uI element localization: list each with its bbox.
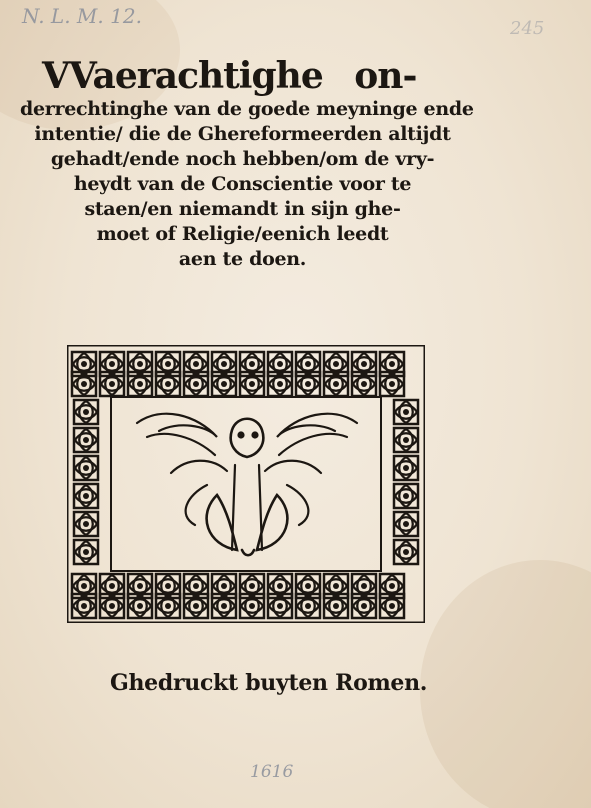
title-line-4: gehadt/ende noch hebben/om de vry- [50,148,435,170]
paper-stain [420,560,591,808]
shelfmark-top-right: 245 [510,18,545,39]
border-top [72,352,404,396]
imprint: Ghedruckt buyten Romen. [110,670,428,696]
border-bottom [72,574,404,618]
title-line-1 [20,55,465,97]
handwritten-date: 1616 [250,762,294,782]
title-line-6: staen/en niemandt in sijn ghe- [84,198,401,220]
printers-mark [67,345,425,623]
title-line-3: intentie/ die de Ghereformeerden altijdt [34,123,451,145]
shelfmark-top-left: N. L. M. 12. [22,4,142,28]
border-left [74,400,98,564]
title-first-word: VVaerachtighe [42,55,323,97]
title-first-tail: on- [354,55,417,97]
ornament-border [67,345,425,623]
title-line-2: derrechtinghe van de goede meyninge ende [20,98,474,120]
grotesque-woodcut [137,414,357,556]
title-line-7: moet of Religie/eenich leedt [96,223,389,245]
title-block [20,55,474,272]
title-line-8: aen te doen. [178,248,307,270]
title-line-5: heydt van de Conscientie voor te [73,173,412,195]
border-right [394,400,418,564]
